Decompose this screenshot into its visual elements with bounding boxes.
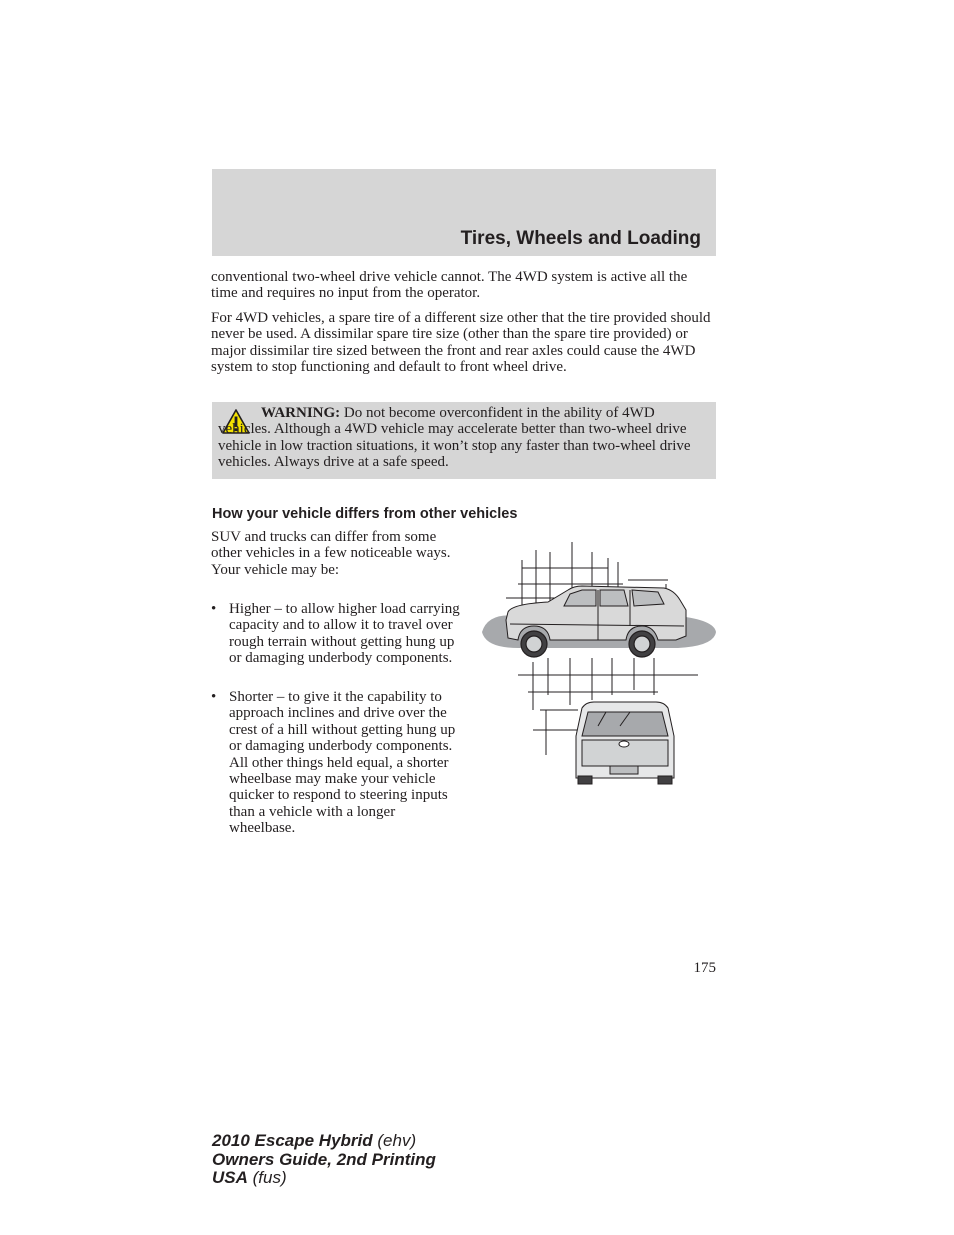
warning-body: Do not become overconfident in the ability of 4WD vehicles. Although a 4WD vehicle may accelerate better than two-wheel drive vehicle in low traction situations, it won’t stop any faster than two-wheel drive vehicles. Always drive at a safe speed. (218, 405, 691, 471)
warning-box (212, 402, 716, 479)
footer-market: USA (212, 1168, 248, 1187)
paragraph-2-text: For 4WD vehicles, a spare tire of a different size other that the tire provided should never be used. A dissimilar spare tire size (other than the spare tire provided) or major dissimilar tire sized between the front and rear axles could cause the 4WD system to stop functioning and default to front wheel drive. (211, 310, 711, 376)
paragraph-1 (211, 269, 716, 302)
footer-model-code: (ehv) (377, 1131, 417, 1150)
paragraph-2 (211, 310, 716, 376)
footer-line-3 (212, 1169, 436, 1188)
warning-text (218, 405, 710, 471)
page-number: 175 (693, 960, 716, 976)
list-item-text (229, 689, 461, 837)
footer-market-code: (fus) (252, 1168, 287, 1187)
list-item-text: Higher – to allow higher load carrying capacity and to allow it to travel over rough terrain without getting hung up or damaging underbody components. (229, 601, 460, 667)
warning-label: WARNING: (261, 405, 341, 421)
section-heading: How your vehicle differs from other vehicles (212, 506, 518, 522)
footer-model: 2010 Escape Hybrid (212, 1131, 373, 1150)
section-header-band (212, 169, 716, 256)
section-intro: SUV and trucks can differ from some other vehicles in a few noticeable ways. Your vehicle may be: (211, 529, 451, 578)
section-title: Tires, Wheels and Loading (460, 228, 701, 249)
bullet-icon: • (211, 689, 217, 705)
list-item-text-content: Shorter – to give it the capability to approach inclines and drive over the crest of a hill without getting hung up or damaging underbody components. All other things held equal, a shorter wheelbase may make your vehicle quicker to respond to steering inputs than a vehicle with a longer wheelbase. (229, 689, 456, 837)
footer-line-1 (212, 1132, 436, 1151)
bullet-icon: • (211, 601, 217, 617)
suv-height-illustration (478, 540, 718, 790)
paragraph-1-text: conventional two-wheel drive vehicle cannot. The 4WD system is active all the time and requires no input from the operator. (211, 269, 688, 302)
document-footer (212, 1132, 436, 1188)
footer-line-2: Owners Guide, 2nd Printing (212, 1149, 436, 1169)
